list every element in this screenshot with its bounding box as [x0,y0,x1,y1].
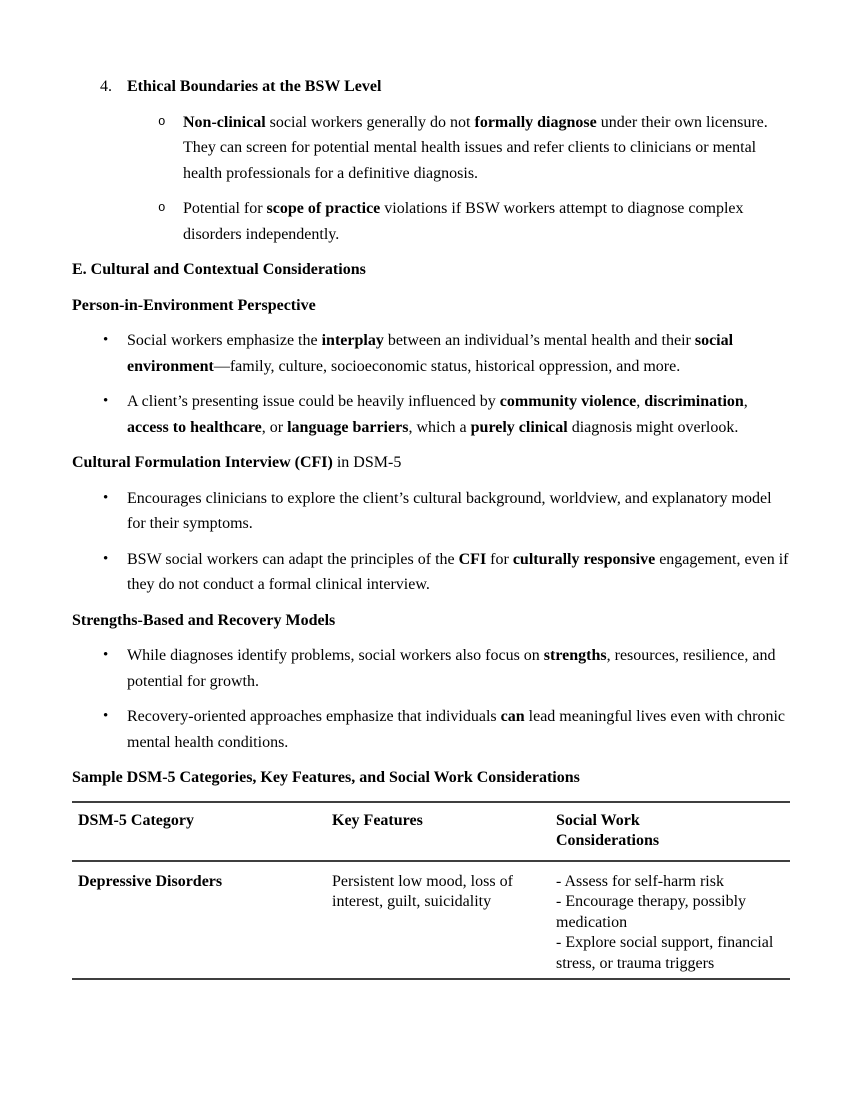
numbered-heading [100,74,790,100]
sub-bullet-item [158,196,790,247]
consideration-item: - Encourage therapy, possibly medication [556,893,747,931]
bullet-text: BSW social workers can adapt the principles of the CFI for culturally responsive engagement, even if they do not conduct a formal clinical interview. [127,550,789,593]
bullet-text: While diagnoses identify problems, social workers also focus on strengths, resources, resilience, and potential for growth. [127,647,776,690]
circle-bullet-icon: o [158,114,166,129]
dsm5-table [72,801,790,981]
bullet-item [103,643,790,694]
bullet-text: Encourages clinicians to explore the client’s cultural background, worldview, and explanatory model for their symptoms. [127,489,772,532]
sub-bullet-text: Non-clinical social workers generally do not formally diagnose under their own licensure. They can screen for potential mental health issues and refer clients to clinicians or mental health professionals for a definitive diagnosis. [183,113,768,182]
disc-bullet-icon: • [103,550,109,567]
consideration-item: - Assess for self-harm risk [556,872,724,890]
section-heading-cfi: Cultural Formulation Interview (CFI) in DSM-5 [72,454,402,471]
bullet-item [103,486,790,537]
consideration-item: - Explore social support, financial stress, or trauma triggers [556,934,774,972]
disc-bullet-icon: • [103,647,109,663]
section-heading-sample-table: Sample DSM-5 Categories, Key Features, and Social Work Considerations [72,769,580,786]
numbered-heading-title: Ethical Boundaries at the BSW Level [127,78,382,95]
column-header-dsm5-category: DSM-5 Category [78,811,194,829]
table-row [72,862,790,979]
section-heading-person-in-environment: Person-in-Environment Perspective [72,296,316,314]
bullet-item [103,328,790,379]
disc-bullet-icon: • [103,332,109,348]
bullet-item [103,547,790,598]
table-header-row [72,803,790,862]
cell-category: Depressive Disorders [78,872,223,890]
section-heading-cultural-considerations: E. Cultural and Contextual Considerations [72,261,366,278]
disc-bullet-icon: • [103,708,109,724]
bullet-item [103,389,790,440]
section-heading-strengths-based: Strengths-Based and Recovery Models [72,611,336,629]
bullet-text: Social workers emphasize the interplay between an individual’s mental health and their social environment—family, culture, socioeconomic status, historical oppression, and more. [127,332,734,375]
cell-considerations [550,862,790,979]
bullet-text: Recovery-oriented approaches emphasize that individuals can lead meaningful lives even with chronic mental health conditions. [127,708,785,751]
sub-bullet-item [158,110,790,187]
column-header-key-features: Key Features [332,811,423,829]
disc-bullet-icon: • [103,489,109,506]
column-header-social-work-considerations: Social Work Considerations [556,811,660,849]
disc-bullet-icon: • [103,393,109,409]
cell-key-features: Persistent low mood, loss of interest, guilt, suicidality [332,872,513,910]
sub-bullet-text: Potential for scope of practice violations if BSW workers attempt to diagnose complex disorders independently. [183,200,744,243]
list-number: 4. [100,78,112,95]
bullet-item [103,704,790,755]
circle-bullet-icon: o [158,201,166,215]
bullet-text: A client’s presenting issue could be heavily influenced by community violence, discrimination, access to healthcare, or language barriers, which a purely clinical diagnosis might overlook. [127,393,748,436]
